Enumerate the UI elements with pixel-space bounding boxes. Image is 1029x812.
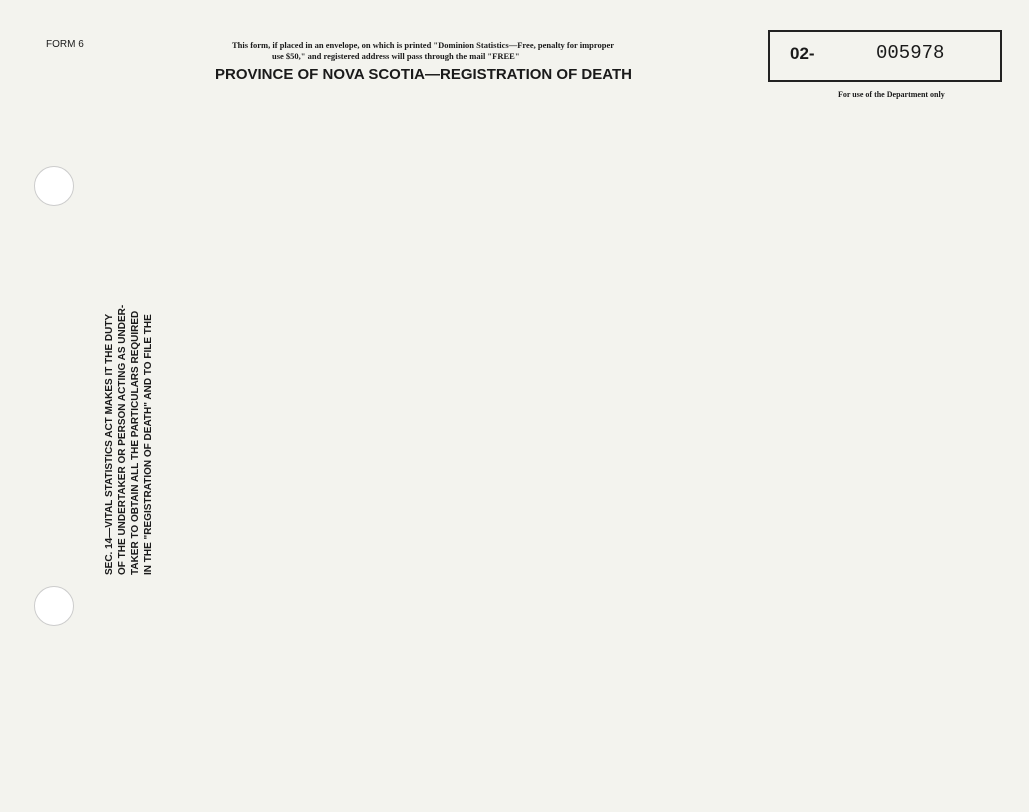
mail-notice-line2: use $50," and registered address will pass through the mail "FREE"	[272, 51, 520, 61]
reg-prefix: 02-	[790, 44, 815, 63]
reg-number: 005978	[876, 42, 945, 64]
side-instruction-2: OF THE UNDERTAKER OR PERSON ACTING AS UNDER-	[117, 304, 128, 575]
side-instruction-1: SEC. 14—VITAL STATISTICS ACT MAKES IT THE DUTY	[104, 313, 115, 575]
side-instruction-3: TAKER TO OBTAIN ALL THE PARTICULARS REQUIRED	[130, 310, 141, 575]
punch-hole	[34, 166, 74, 206]
side-instruction-4: IN THE "REGISTRATION OF DEATH" AND TO FILE THE	[143, 314, 154, 575]
mail-notice-line1: This form, if placed in an envelope, on which is printed "Dominion Statistics—Free, penalty for improper	[232, 40, 615, 50]
department-use-label: For use of the Department only	[838, 90, 945, 99]
form-title: PROVINCE OF NOVA SCOTIA—REGISTRATION OF DEATH	[215, 66, 632, 83]
form-number: FORM 6	[46, 39, 84, 50]
punch-hole	[34, 586, 74, 626]
